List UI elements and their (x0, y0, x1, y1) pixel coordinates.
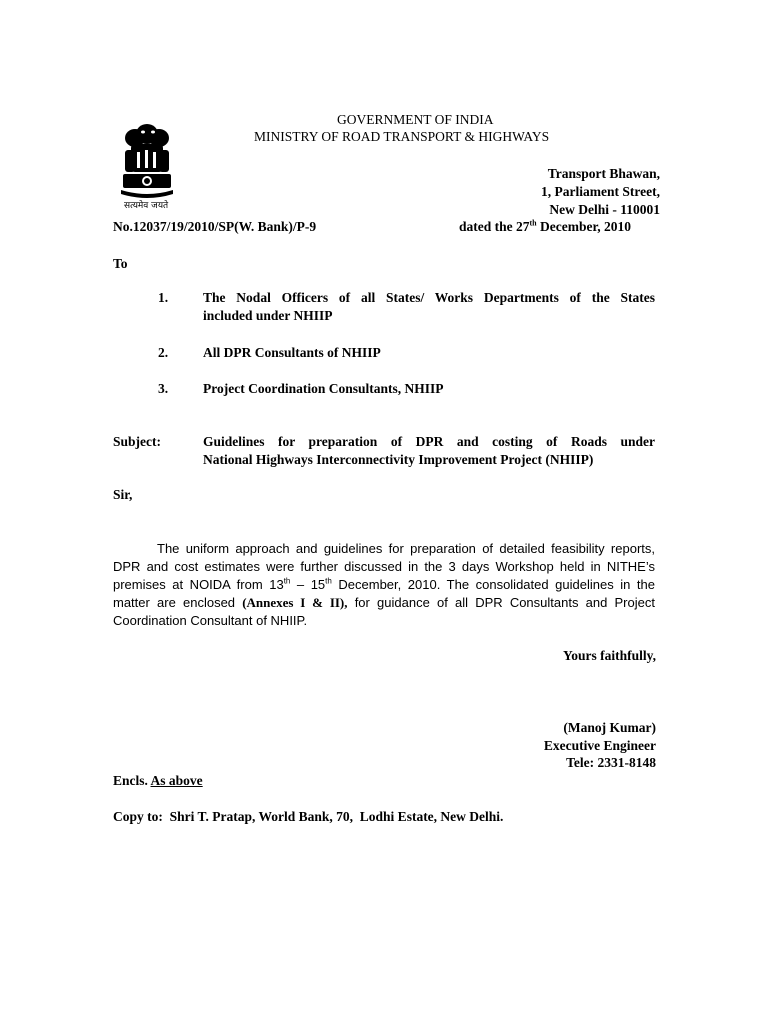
signatory-name: (Manoj Kumar) (563, 720, 656, 735)
ministry-title: MINISTRY OF ROAD TRANSPORT & HIGHWAYS (254, 129, 550, 144)
subject-line-1: Guidelines for preparation of DPR and costing of Roads under (203, 434, 655, 449)
recipient-1-line-2: included under NHIIP (203, 308, 333, 323)
subject-line-2: National Highways Interconnectivity Improvement Project (NHIIP) (203, 452, 594, 467)
copy-to: Copy to: Shri T. Pratap, World Bank, 70, Lodhi Estate, New Delhi. (113, 809, 504, 824)
reference-number: No.12037/19/2010/SP(W. Bank)/P-9 (113, 219, 317, 234)
to-label: To (113, 256, 128, 271)
national-emblem (113, 118, 181, 210)
recipient-1-number: 1. (158, 290, 169, 305)
signatory-designation: Executive Engineer (543, 738, 656, 753)
signatory-telephone: Tele: 2331-8148 (566, 755, 656, 770)
recipient-2-line-1: All DPR Consultants of NHIIP (203, 345, 381, 360)
subject-label: Subject: (113, 434, 161, 449)
emblem-caption: सत्यमेव जयते (124, 201, 169, 211)
letter-date: dated the 27th December, 2010 (459, 218, 631, 234)
body-paragraph: The uniform approach and guidelines for preparation of detailed feasibility reports, DPR and cost estimates were further discussed in the 3 days Workshop held in NITHE’s premises at NOIDA from 13th – 15th December, 2010. The consolidated guidelines in the matter are enclosed (Annexes I & II), for guidance of all DPR Consultants and Project Coordination Consultant of NHIIP. (113, 541, 655, 628)
enclosures: Encls. As above (113, 773, 203, 788)
recipient-1-line-1: The Nodal Officers of all States/ Works Departments of the States (203, 290, 655, 305)
government-title: GOVERNMENT OF INDIA (337, 112, 494, 127)
recipient-3-number: 3. (158, 381, 169, 396)
closing: Yours faithfully, (562, 648, 656, 663)
recipient-3-line-1: Project Coordination Consultants, NHIIP (203, 381, 444, 396)
address-line-3: New Delhi - 110001 (549, 202, 660, 217)
recipient-2-number: 2. (158, 345, 169, 360)
address-line-2: 1, Parliament Street, (541, 184, 660, 199)
salutation: Sir, (113, 487, 133, 502)
address-line-1: Transport Bhawan, (547, 166, 660, 181)
